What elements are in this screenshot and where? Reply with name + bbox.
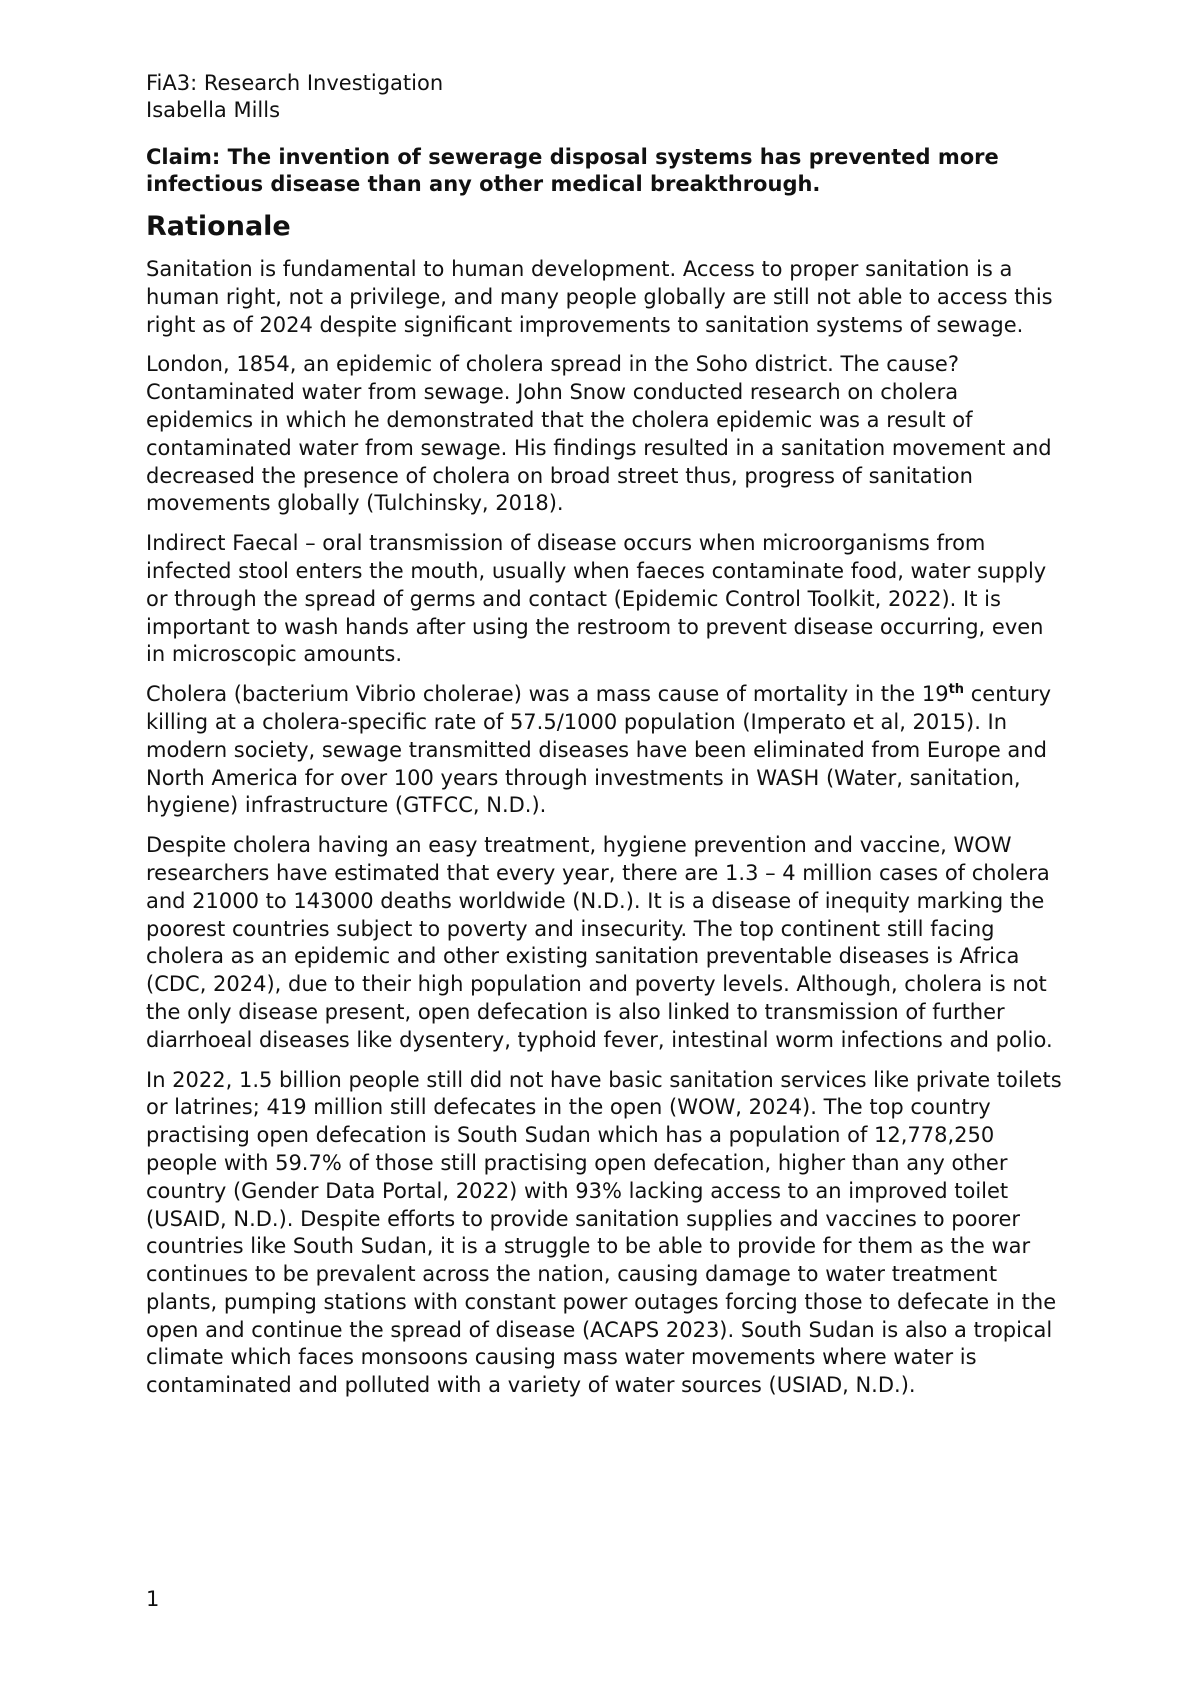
paragraph-cholera-mortality <box>146 681 1066 820</box>
page-number: 1 <box>146 1587 160 1611</box>
paragraph-sanitation-intro: Sanitation is fundamental to human development. Access to proper sanitation is a human right, not a privilege, and many people globally are still not able to access this right as of 2024 despite significant improvements to sanitation systems of sewage. <box>146 257 1053 337</box>
paragraph-faecal-oral-transmission: Indirect Faecal – oral transmission of disease occurs when microorganisms from infected stool enters the mouth, usually when faeces contaminate food, water supply or through the spread of germs and contact (Epidemic Control Toolkit, 2022). It is important to wash hands after using the restroom to prevent disease occurring, even in microscopic amounts. <box>146 531 1047 667</box>
superscript-th: th <box>948 682 965 698</box>
paragraph-open-defecation: In 2022, 1.5 billion people still did not have basic sanitation services like private toilets or latrines; 419 million still defecates in the open (WOW, 2024). The top country practising open defecation is South Sudan which has a population of 12,778,250 people with 59.7% of those still practising open defecation, higher than any other country (Gender Data Portal, 2022) with 93% lacking access to an improved toilet (USAID, N.D.). Despite efforts to provide sanitation supplies and vaccines to poorer countries like South Sudan, it is a struggle to be able to provide for them as the war continues to be prevalent across the nation, causing damage to water treatment plants, pumping stations with constant power outages forcing those to defecate in the open and continue the spread of disease (ACAPS 2023). South Sudan is also a tropical climate which faces monsoons causing mass water movements where water is contaminated and polluted with a variety of water sources (USIAD, N.D.). <box>146 1067 1062 1398</box>
author-name: Isabella Mills <box>146 98 281 122</box>
section-heading-rationale: Rationale <box>146 211 291 242</box>
paragraph-london-cholera: London, 1854, an epidemic of cholera spread in the Soho district. The cause? Contaminated water from sewage. John Snow conducted research on cholera epidemics in which he demonstrated that the cholera epidemic was a result of contaminated water from sewage. His findings resulted in a sanitation movement and decreased the presence of cholera on broad street thus, progress of sanitation movements globally (Tulchinsky, 2018). <box>146 352 1052 516</box>
cholera-mortality-text-end: century killing at a cholera-specific rate of 57.5/1000 population (Imperato et al, 2015). In modern society, sewage transmitted diseases have been eliminated from Europe and North America for over 100 years through investments in WASH (Water, sanitation, hygiene) infrastructure (GTFCC, N.D.). <box>146 682 1052 818</box>
document-page <box>146 70 1066 1400</box>
document-title: FiA3: Research Investigation <box>146 71 444 95</box>
claim-statement: Claim: The invention of sewerage disposal systems has prevented more infectious disease than any other medical breakthrough. <box>146 145 999 196</box>
paragraph-cholera-estimates: Despite cholera having an easy treatment, hygiene prevention and vaccine, WOW researchers have estimated that every year, there are 1.3 – 4 million cases of cholera and 21000 to 143000 deaths worldwide (N.D.). It is a disease of inequity marking the poorest countries subject to poverty and insecurity. The top continent still facing cholera as an epidemic and other existing sanitation preventable diseases is Africa (CDC, 2024), due to their high population and poverty levels. Although, cholera is not the only disease present, open defecation is also linked to transmission of further diarrhoeal diseases like dysentery, typhoid fever, intestinal worm infections and polio. <box>146 833 1053 1052</box>
cholera-mortality-text-start: Cholera (bacterium Vibrio cholerae) was a mass cause of mortality in the 19 <box>146 682 949 707</box>
